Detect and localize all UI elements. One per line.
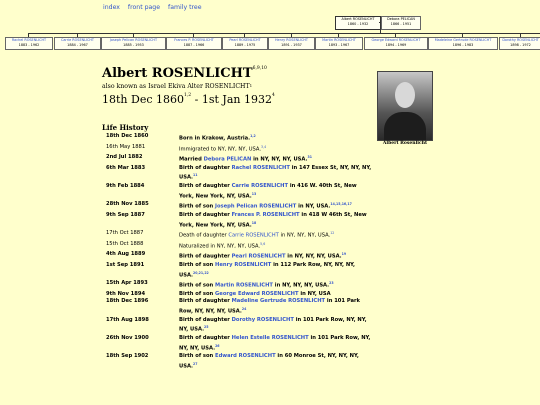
source-refs[interactable]: 1,2 xyxy=(250,134,256,138)
event-date: 4th Aug 1889 xyxy=(106,251,146,258)
life-dates: 18th Dec 1860$^{1,2}$ - 1st Jan 1932$^4$ xyxy=(102,93,275,106)
source-refs[interactable]: 24 xyxy=(241,307,247,312)
tree-child-box[interactable] xyxy=(101,37,166,50)
event-text xyxy=(179,291,372,299)
event-description: in 101 Park Row, NY, NY, NY, USA. xyxy=(179,335,371,352)
source-refs[interactable]: 25 xyxy=(204,325,209,330)
source-refs[interactable]: 26 xyxy=(215,343,220,348)
event-description: in 147 Essex St, NY, NY, NY, USA. xyxy=(179,164,372,182)
source-refs[interactable]: 18 xyxy=(251,220,257,225)
event-description: in NY, NY, NY, USA. xyxy=(278,232,331,239)
event-description: Birth of daughter xyxy=(179,211,232,218)
event-date: 18th Dec 1896 xyxy=(106,298,149,305)
life-history-list xyxy=(102,133,372,372)
event-text xyxy=(179,241,372,252)
tree-child-years: 1884 - 1967 xyxy=(67,43,88,47)
event-description: Married xyxy=(179,156,204,163)
tree-self-box[interactable] xyxy=(335,16,381,30)
person-link[interactable]: Carrie ROSENLICHT xyxy=(228,232,279,239)
event-date: 15th Oct 1888 xyxy=(106,240,144,247)
event-row xyxy=(102,262,372,280)
event-row xyxy=(102,230,372,241)
person-link[interactable]: Dorothy ROSENLICHT xyxy=(231,316,294,323)
tree-child-name: George Edward ROSENLICHT xyxy=(371,38,421,42)
portrait-body xyxy=(384,112,426,140)
source-refs[interactable]: 31 xyxy=(307,155,312,160)
person-link[interactable]: Martin ROSENLICHT xyxy=(215,282,273,289)
event-text xyxy=(179,298,372,316)
event-description: Birth of daughter xyxy=(179,298,232,305)
event-description: Born in Krakow, Austria. xyxy=(179,135,251,142)
event-date: 1st Sep 1891 xyxy=(106,261,145,268)
event-row xyxy=(102,291,372,299)
source-refs[interactable]: 12 xyxy=(330,231,335,236)
tree-child-years: 1894 - 1969 xyxy=(385,43,407,47)
tree-child-box[interactable] xyxy=(166,37,222,50)
event-text xyxy=(179,251,372,262)
tree-child-box[interactable] xyxy=(364,37,428,50)
portrait-head xyxy=(395,82,415,108)
event-description: in NY, NY, NY, USA. xyxy=(251,156,308,163)
event-text xyxy=(179,262,372,280)
tree-child-name: Pearl ROSENLICHT xyxy=(229,38,261,42)
person-link[interactable]: Debora PELICAN xyxy=(203,156,252,163)
event-description: Birth of daughter xyxy=(179,316,232,323)
event-text xyxy=(179,133,372,144)
tree-child-years: 1885 - 1953 xyxy=(123,43,144,47)
event-text xyxy=(179,317,372,335)
tree-child-box[interactable] xyxy=(5,37,53,50)
birth-refs: 1,2 xyxy=(183,93,192,98)
event-row xyxy=(102,298,372,316)
source-refs[interactable]: 13 xyxy=(251,191,257,196)
event-date: 6th Mar 1883 xyxy=(106,164,146,171)
event-row xyxy=(102,212,372,230)
person-link[interactable]: Frances P. ROSENLICHT xyxy=(231,211,300,218)
event-text xyxy=(179,212,372,230)
event-row xyxy=(102,353,372,371)
event-row xyxy=(102,280,372,291)
event-date: 9th Feb 1884 xyxy=(106,182,145,189)
event-date: 16th May 1881 xyxy=(106,143,146,150)
event-text xyxy=(179,154,372,165)
person-link[interactable]: Joseph Pelican ROSENLICHT xyxy=(215,203,297,210)
tree-child-name: Rachel ROSENLICHT xyxy=(11,38,47,42)
event-description: Birth of son xyxy=(179,353,216,360)
event-date: 18th Sep 1902 xyxy=(106,353,149,360)
tree-child-box[interactable] xyxy=(315,37,363,50)
event-description: in 101 Park Row, NY, NY, NY, USA. xyxy=(179,298,360,315)
tree-child-name: Henry ROSENLICHT xyxy=(275,38,308,42)
person-link[interactable]: Henry ROSENLICHT xyxy=(215,261,272,268)
event-text xyxy=(179,201,372,212)
section-title: Life History xyxy=(102,123,149,132)
tree-child-box[interactable] xyxy=(428,37,498,50)
page-title: Albert ROSENLICHT$^{6,9,10}$ xyxy=(102,66,267,81)
event-row xyxy=(102,241,372,252)
tree-child-name: Madeleine Gertrude ROSENLICHT xyxy=(434,38,492,42)
tree-children-line xyxy=(28,33,540,34)
source-refs[interactable]: 23 xyxy=(329,281,334,286)
event-date: 26th Nov 1900 xyxy=(106,335,149,342)
event-description: in 101 Park Row, NY, NY, NY, USA. xyxy=(179,316,367,334)
tree-child-name: Carrie ROSENLICHT xyxy=(60,38,94,42)
event-description: Birth of son xyxy=(179,261,216,268)
tree-child-years: 1898 - 1972 xyxy=(510,43,531,47)
index-link[interactable]: index xyxy=(103,4,120,11)
tree-self-name: Albert ROSENLICHT xyxy=(341,17,375,21)
tree-spouse-box[interactable] xyxy=(381,16,421,30)
event-text xyxy=(179,335,372,353)
event-description: Birth of daughter xyxy=(179,164,232,171)
event-description: in 418 W 46th St, New York, New York, NY, USA. xyxy=(179,211,367,229)
tree-child-years: 1887 - 1966 xyxy=(183,43,205,47)
aka-line: also known as Israel Ekiva Alter ROSENLICHT$^1$ xyxy=(102,83,253,90)
event-description: Birth of son xyxy=(179,282,216,289)
event-description: in 416 W. 40th St, New York, New York, NY, USA. xyxy=(179,182,357,200)
event-description: Naturalized in NY, NY, NY, USA. xyxy=(179,243,261,250)
photo-caption: Albert Rosenlicht xyxy=(382,141,428,146)
aka-refs: 1 xyxy=(249,83,253,88)
person-link[interactable]: Rachel ROSENLICHT xyxy=(231,164,290,171)
event-row xyxy=(102,335,372,353)
event-row xyxy=(102,154,372,165)
event-row xyxy=(102,144,372,155)
event-description: Death of daughter xyxy=(179,232,229,239)
tree-child-box[interactable] xyxy=(268,37,315,50)
event-date: 28th Nov 1885 xyxy=(106,201,149,208)
event-row xyxy=(102,251,372,262)
tree-spouse-years: 1866 - 1951 xyxy=(390,22,412,26)
tree-child-name: Dorothy ROSENLICHT xyxy=(502,38,539,42)
source-refs[interactable]: 11 xyxy=(193,173,198,178)
event-date: 15th Apr 1893 xyxy=(106,280,148,287)
event-date: 17th Aug 1898 xyxy=(106,316,149,323)
event-description: in NY, NY, NY, USA. xyxy=(272,282,330,289)
event-text xyxy=(179,280,372,291)
tree-child-years: 1883 - 1962 xyxy=(18,43,40,47)
source-refs[interactable]: 5,6 xyxy=(260,241,266,246)
tree-self-years: 1860 - 1932 xyxy=(347,22,369,26)
tree-child-name: Joseph Pelican ROSENLICHT xyxy=(109,38,158,42)
source-refs[interactable]: 3,4 xyxy=(261,144,267,149)
tree-child-years: 1891 - 1937 xyxy=(281,43,302,47)
person-link[interactable]: Helen Estelle ROSENLICHT xyxy=(231,335,309,342)
title-refs: 6,9,10 xyxy=(252,66,267,71)
event-text xyxy=(179,165,372,183)
event-description: in 112 Park Row, NY, NY, NY, USA. xyxy=(179,261,356,279)
event-row xyxy=(102,201,372,212)
event-text xyxy=(179,230,372,241)
event-description: Birth of daughter xyxy=(179,182,232,189)
tree-child-box[interactable] xyxy=(499,37,540,50)
death-refs: 4 xyxy=(271,93,275,98)
event-description: in NY, USA. xyxy=(296,203,331,210)
event-text xyxy=(179,183,372,201)
event-date: 18th Dec 1860 xyxy=(106,133,149,139)
event-date: 17th Oct 1887 xyxy=(106,230,144,237)
tree-child-years: 1889 - 1975 xyxy=(234,43,256,47)
source-refs[interactable]: 27 xyxy=(193,362,198,367)
event-description: Birth of daughter xyxy=(179,335,232,342)
family-tree-link[interactable]: family tree xyxy=(168,4,202,11)
event-text xyxy=(179,353,372,371)
person-link[interactable]: Edward ROSENLICHT xyxy=(215,353,276,360)
person-link[interactable]: Pearl ROSENLICHT xyxy=(231,253,286,260)
event-description: Birth of son xyxy=(179,203,216,210)
event-description: Immigrated to NY, NY, NY, USA. xyxy=(179,146,262,153)
tree-descent-line xyxy=(380,22,381,33)
event-row xyxy=(102,317,372,335)
tree-child-box[interactable] xyxy=(54,37,101,50)
tree-child-years: 1896 - 1983 xyxy=(452,43,474,47)
source-refs[interactable]: 19 xyxy=(341,252,347,257)
person-link[interactable]: Carrie ROSENLICHT xyxy=(231,182,289,189)
event-date: 9th Nov 1894 xyxy=(106,290,146,297)
event-row xyxy=(102,183,372,201)
person-link[interactable]: Madeline Gertrude ROSENLICHT xyxy=(231,298,326,305)
source-refs[interactable]: 20,21,22 xyxy=(193,270,209,275)
event-description: Birth of daughter xyxy=(179,253,232,260)
tree-child-name: Martin ROSENLICHT xyxy=(322,38,356,42)
event-row xyxy=(102,165,372,183)
tree-spouse-name: Debora PELICAN xyxy=(387,17,415,21)
event-row xyxy=(102,133,372,144)
portrait-photo[interactable] xyxy=(377,71,433,141)
event-description: in 60 Monroe St, NY, NY, NY, USA. xyxy=(179,353,359,370)
event-description: in NY, NY, NY, USA. xyxy=(285,253,342,260)
tree-child-box[interactable] xyxy=(222,37,268,50)
source-refs[interactable]: 14,15,16,17 xyxy=(330,202,352,207)
tree-child-years: 1893 - 1967 xyxy=(328,43,350,47)
person-link[interactable]: George Edward ROSENLICHT xyxy=(215,290,299,297)
front-page-link[interactable]: front page xyxy=(127,4,161,11)
event-date: 9th Sep 1887 xyxy=(106,211,145,218)
event-description: in NY, USA xyxy=(298,290,331,297)
event-description: Birth of son xyxy=(179,290,216,297)
event-text xyxy=(179,144,372,155)
top-nav xyxy=(103,4,208,11)
event-date: 2nd Jul 1882 xyxy=(106,154,143,161)
tree-child-name: Frances P. ROSENLICHT xyxy=(174,38,214,42)
